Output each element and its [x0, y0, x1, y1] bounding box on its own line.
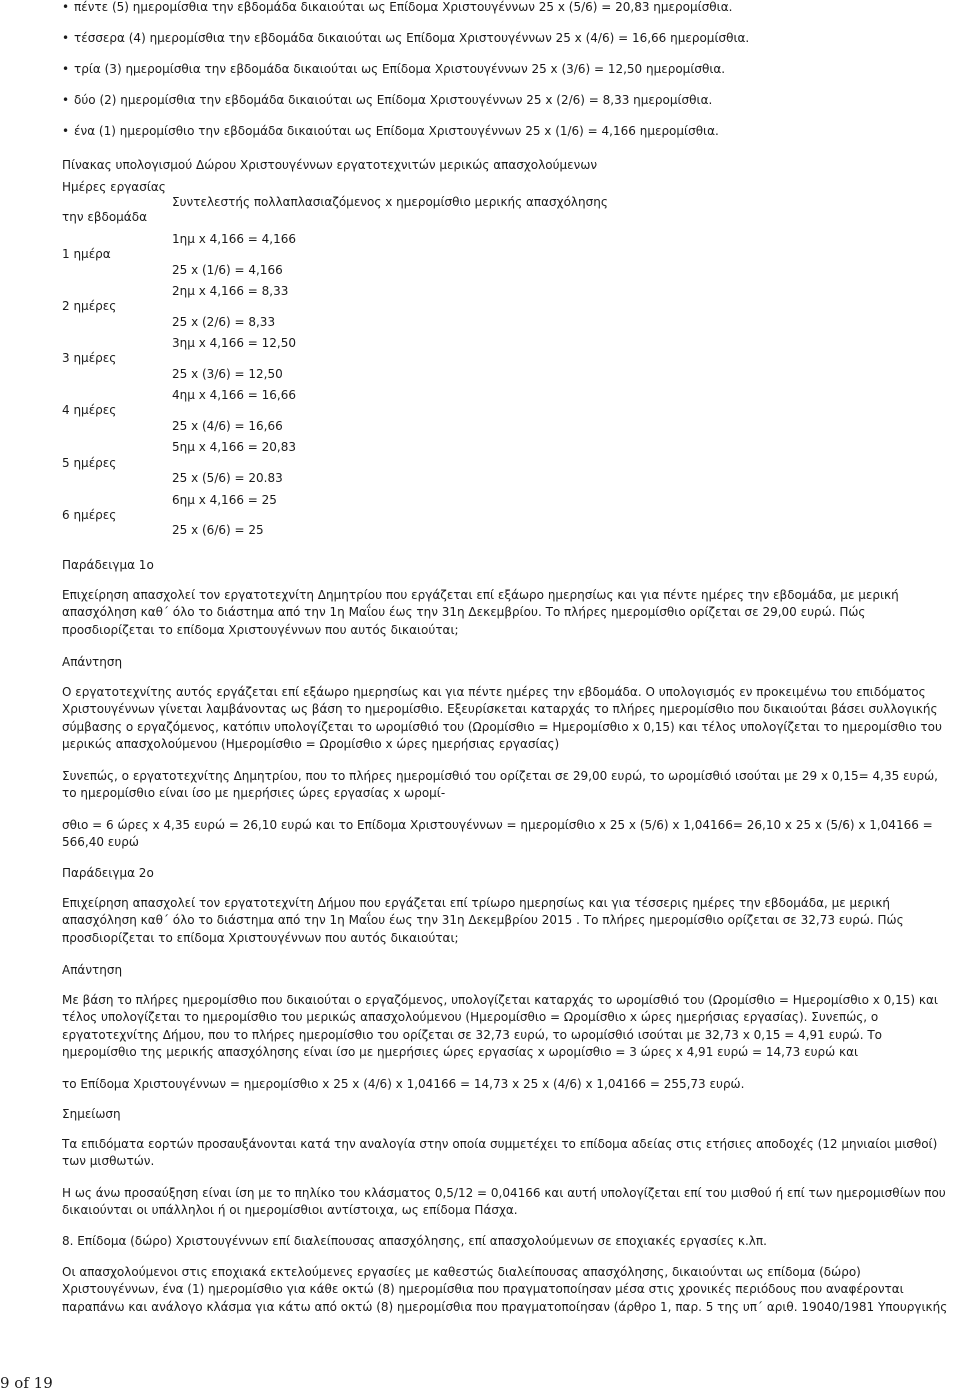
- note-heading: Σημείωση: [62, 1107, 121, 1121]
- section-8-paragraph: Οι απασχολούμενοι στις εποχιακά εκτελούμενες εργασίες με καθεστώς διαλείπουσας απασχόλησης, δικαιούνται ως επίδομα (δώρο) Χριστουγέννων, ένα (1) ημερομίσθιο για κάθε οκτώ (8) ημερομίσθια που πραγματοποίησαν μέσα στις χρονικές περιόδους που αναφέρονται παραπάνω και ανάλογο κλάσμα για κάτω από οκτώ (8) ημερομίσθια που πραγματοποίησαν (άρθρο 1, παρ. 5 της υπ΄ αριθ. 19040/1981 Υπουργικής: [62, 1265, 948, 1314]
- example-2-answer-paragraph: Με βάση το πλήρες ημερομίσθιο που δικαιούται ο εργαζόμενος, υπολογίζεται καταρχάς το ωρομίσθιό του (Ωρομίσθιο = Ημερομίσθιο x 0,15) και τέλος υπολογίζεται το ημερομίσθιο του μερικώς απασχολούμενου (Ημερομίσθιο = Ωρομίσθιο x ώρες ημερήσιας εργασίας). Συνεπώς, ο εργατοτεχνίτης Δήμου, που το πλήρες ημερομίσθιο του ορίζεται σε 32,73 ευρώ, το ωρομίσθιό ισούται με 32,73 x 0,15 = 4,91 ευρώ. Το ημερομίσθιο της μερικής απασχόλησης είναι ίσο με ημερήσιες ώρες εργασίας x ωρομίσθιο = 3 ώρες x 4,91 ευρώ = 14,73 ευρώ και: [62, 993, 938, 1060]
- table-cell-days: 1 ημέρα: [62, 247, 111, 261]
- table-cell-formula: 25 x (4/6) = 16,66: [172, 419, 283, 433]
- table-cell-formula: 25 x (3/6) = 12,50: [172, 367, 283, 381]
- table-cell-calc: 2ημ x 4,166 = 8,33: [172, 284, 289, 298]
- table-header-days-line2: την εβδομάδα: [62, 210, 147, 224]
- example-1-answer-paragraph: Συνεπώς, ο εργατοτεχνίτης Δημητρίου, που το πλήρες ημερομίσθιό του ορίζεται σε 29,00 ευρώ, το ωρομίσθιό ισούται με 29 x 0,15= 4,35 ευρώ, το ημερομίσθιο είναι ίσο με ημερήσιες ώρες εργασίας x ωρομί-: [62, 769, 938, 801]
- bullet-item: • ένα (1) ημερομίσθιο την εβδομάδα δικαιούται ως Επίδομα Χριστουγέννων 25 x (1/6) = 4,166 ημερομίσθια.: [62, 124, 952, 155]
- table-cell-formula: 25 x (5/6) = 20.83: [172, 471, 283, 485]
- table-cell-days: 4 ημέρες: [62, 403, 117, 417]
- table-header-days-line1: Ημέρες εργασίας: [62, 180, 166, 194]
- example-1-answer-paragraph: Ο εργατοτεχνίτης αυτός εργάζεται επί εξάωρο ημερησίως και για πέντε ημέρες την εβδομάδα. Ο υπολογισμός εν προκειμένω του επιδόματος Χριστουγέννων γίνεται λαμβάνοντας ως βάση το ημερομίσθιο. Εξευρίσκεται καταρχάς το πλήρες ημερομίσθιο που δικαιούται βάσει συλλογικής σύμβασης ο εργαζόμενος, κατόπιν υπολογίζεται το ωρομίσθιό του (Ωρομίσθιο = Ημερομίσθιο x 0,15) και τέλος υπολογίζεται το ημερομίσθιο του μερικώς απασχολούμενου (Ημερομίσθιο = Ωρομίσθιο x ώρες ημερήσιας εργασίας): [62, 685, 942, 752]
- section-8-heading: 8. Επίδομα (δώρο) Χριστουγέννων επί διαλείπουσας απασχόλησης, επί απασχολούμενων σε εποχιακές εργασίες κ.λπ.: [62, 1234, 767, 1248]
- table-cell-calc: 4ημ x 4,166 = 16,66: [172, 388, 296, 402]
- bullet-item: • τρία (3) ημερομίσθια την εβδομάδα δικαιούται ως Επίδομα Χριστουγέννων 25 x (3/6) = 12,50 ημερομίσθια.: [62, 62, 952, 93]
- table-cell-formula: 25 x (2/6) = 8,33: [172, 315, 276, 329]
- table-header-coefficient: Συντελεστής πολλαπλασιαζόμενος x ημερομίσθιο μερικής απασχόλησης: [172, 195, 608, 209]
- note-paragraph: Η ως άνω προσαύξηση είναι ίση με το πηλίκο του κλάσματος 0,5/12 = 0,04166 και αυτή υπολογίζεται επί του μισθού ή επί των ημερομισθίων που δικαιούνται οι υπάλληλοι ή οι ημερομίσθιοι αντίστοιχα, ως επίδομα Πάσχα.: [62, 1186, 946, 1218]
- example-2-heading: Παράδειγμα 2ο: [62, 866, 154, 880]
- table-cell-formula: 25 x (6/6) = 25: [172, 523, 264, 537]
- table-cell-calc: 5ημ x 4,166 = 20,83: [172, 440, 296, 454]
- bullet-item: • δύο (2) ημερομίσθια την εβδομάδα δικαιούται ως Επίδομα Χριστουγέννων 25 x (2/6) = 8,33 ημερομίσθια.: [62, 93, 952, 124]
- example-1-question: Επιχείρηση απασχολεί τον εργατοτεχνίτη Δημητρίου που εργάζεται επί εξάωρο ημερησίως και για πέντε ημέρες την εβδομάδα, με μερική απασχόληση καθ΄ όλο το διάστημα από την 1η Μαΐου έως την 31η Δεκεμβρίου. Το πλήρες ημερομίσθιο ορίζεται σε 29,00 ευρώ. Πώς προσδιορίζεται το επίδομα Χριστουγέννων που αυτός δικαιούται;: [62, 588, 899, 637]
- example-2-question: Επιχείρηση απασχολεί τον εργατοτεχνίτη Δήμου που εργάζεται επί τρίωρο ημερησίως και για τέσσερις ημέρες την εβδομάδα, με μερική απασχόληση καθ΄ όλο το διάστημα από την 1η Μαΐου έως την 31η Δεκεμβρίου 2015 . Το πλήρες ημερομίσθιο ορίζεται σε 32,73 ευρώ. Πώς προσδιορίζεται το επίδομα Χριστουγέννων που αυτός δικαιούται;: [62, 896, 904, 945]
- table-cell-calc: 3ημ x 4,166 = 12,50: [172, 336, 296, 350]
- table-title: Πίνακας υπολογισμού Δώρου Χριστουγέννων εργατοτεχνιτών μερικώς απασχολούμενων: [62, 158, 598, 172]
- example-2-answer-label: Απάντηση: [62, 963, 123, 977]
- example-1-answer-label: Απάντηση: [62, 655, 123, 669]
- table-cell-days: 2 ημέρες: [62, 299, 117, 313]
- table-cell-calc: 1ημ x 4,166 = 4,166: [172, 232, 296, 246]
- note-paragraph: Τα επιδόματα εορτών προσαυξάνονται κατά την αναλογία στην οποία συμμετέχει το επίδομα αδείας στις ετήσιες αποδοχές (12 μηνιαίοι μισθοί) των μισθωτών.: [62, 1137, 938, 1169]
- bullet-item: • πέντε (5) ημερομίσθια την εβδομάδα δικαιούται ως Επίδομα Χριστουγέννων 25 x (5/6) = 20,83 ημερομίσθια.: [62, 0, 952, 31]
- table-cell-days: 3 ημέρες: [62, 351, 117, 365]
- bullet-item: • τέσσερα (4) ημερομίσθια την εβδομάδα δικαιούται ως Επίδομα Χριστουγέννων 25 x (4/6) = 16,66 ημερομίσθια.: [62, 31, 952, 62]
- table-cell-days: 5 ημέρες: [62, 456, 117, 470]
- example-1-answer-paragraph: σθιο = 6 ώρες x 4,35 ευρώ = 26,10 ευρώ και το Επίδομα Χριστουγέννων = ημερομίσθιο x 25 x (5/6) x 1,04166= 26,10 x 25 x (5/6) x 1,04166 = 566,40 ευρώ: [62, 818, 933, 850]
- table-cell-formula: 25 x (1/6) = 4,166: [172, 263, 283, 277]
- page-number: 9 of 19: [0, 1374, 53, 1392]
- table-cell-calc: 6ημ x 4,166 = 25: [172, 493, 277, 507]
- example-2-answer-paragraph: το Επίδομα Χριστουγέννων = ημερομίσθιο x 25 x (4/6) x 1,04166 = 14,73 x 25 x (4/6) x 1,04166 = 255,73 ευρώ.: [62, 1077, 745, 1091]
- example-1-heading: Παράδειγμα 1ο: [62, 558, 154, 572]
- bullet-list: [62, 0, 952, 155]
- table-cell-days: 6 ημέρες: [62, 508, 117, 522]
